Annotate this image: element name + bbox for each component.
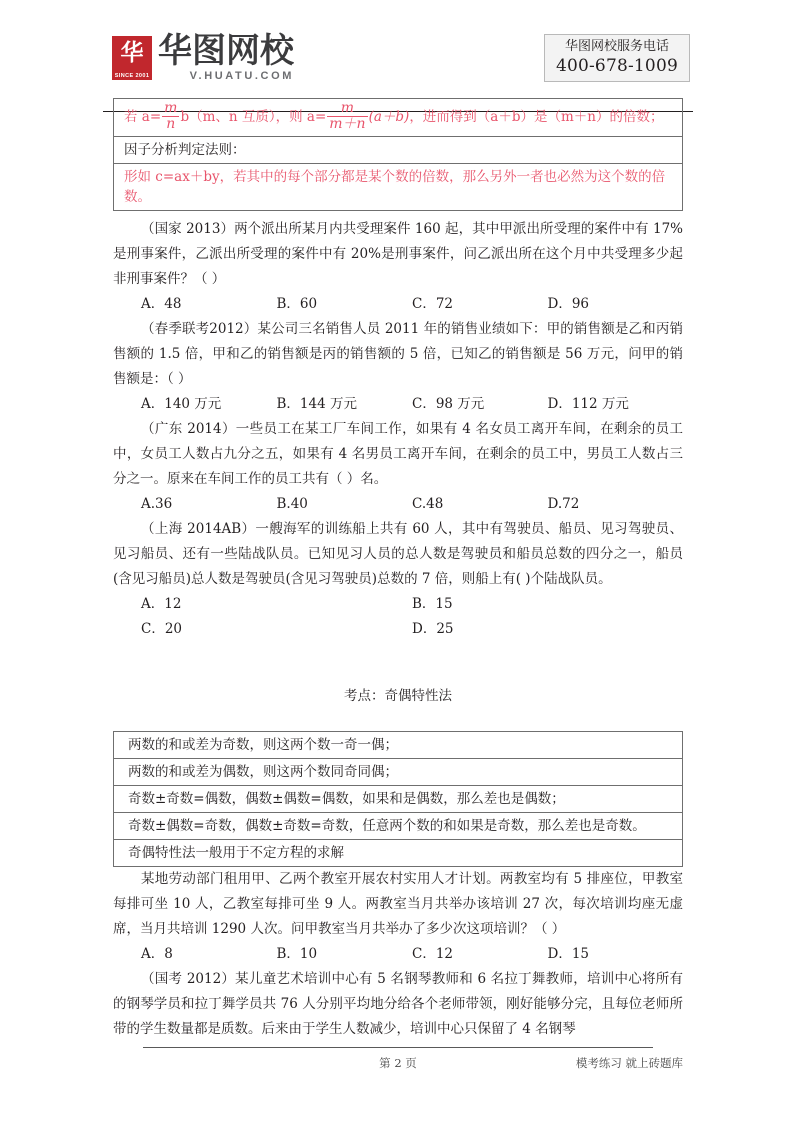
service-phone-number: 400-678-1009 <box>555 56 678 76</box>
question-text: （春季联考2012）某公司三名销售人员 2011 年的销售业绩如下：甲的销售额是乙和丙销售额的 1.5 倍，甲和乙的销售额是丙的销售额的 5 倍，已知乙的销售额是 56 万元，问甲的销售额是：（ ） <box>113 321 683 387</box>
spacer <box>113 642 683 684</box>
parity-rule-cell: 奇数±奇数=偶数，偶数±偶数=偶数，如果和是偶数，那么差也是偶数； <box>114 786 683 813</box>
question-options <box>113 942 683 967</box>
huatu-logo-mark-icon <box>112 36 152 80</box>
question-text: （上海 2014AB）一艘海军的训练船上共有 60 人，其中有驾驶员、船员、见习驾驶员、见习船员、还有一些陆战队员。已知见习人员的总人数是驾驶员和船员总数的四分之一，船员(含见习船员)总人数是驾驶员(含见习驾驶员)总数的 7 倍，则船上有( )个陆战队员。 <box>113 521 683 587</box>
question-text: （国家 2013）两个派出所某月内共受理案件 160 起，其中甲派出所受理的案件中有 17%是刑事案件，乙派出所受理的案件中有 20%是刑事案件，问乙派出所在这个月中共受理多少起非刑事案件？（ ） <box>113 221 683 287</box>
fraction-m-over-m-plus-n <box>327 101 367 132</box>
option-d[interactable]: D．96 <box>547 296 590 312</box>
logo-wordmark <box>158 33 294 82</box>
option-a[interactable]: A．48 <box>141 296 182 312</box>
question-options <box>113 292 683 317</box>
fraction-denominator: m＋n <box>329 116 366 132</box>
service-phone-box <box>544 34 690 82</box>
option-b[interactable]: B．144 万元 <box>276 396 357 412</box>
parity-rule-cell: 两数的和或差为奇数，则这两个数一奇一偶； <box>114 732 683 759</box>
spacer <box>113 709 683 731</box>
question-options-row-2 <box>113 617 683 642</box>
fraction-numerator: m <box>340 100 355 116</box>
table-row <box>114 759 683 786</box>
option-c[interactable]: C．12 <box>412 946 454 962</box>
factor-analysis-rule-cell: 形如 c=ax＋by，若其中的每个部分都是某个数的倍数，那么另外一者也必然为这个数的倍数。 <box>114 164 683 211</box>
multiple-rule-table <box>113 98 683 211</box>
option-a[interactable]: A.36 <box>141 496 173 512</box>
formula-lead: 若 a= <box>124 109 162 125</box>
table-row <box>114 99 683 137</box>
question-options <box>113 392 683 417</box>
table-row <box>114 732 683 759</box>
option-a[interactable]: A．12 <box>141 596 182 612</box>
parity-rules-table <box>113 731 683 867</box>
option-b[interactable]: B.40 <box>276 496 308 512</box>
logo-since-text: SINCE 2001 <box>114 73 150 79</box>
formula-mid2: (a＋b) <box>368 109 410 125</box>
question-options-row-1 <box>113 592 683 617</box>
fraction-m-over-n <box>162 101 179 132</box>
site-logo <box>112 31 294 85</box>
table-row <box>114 840 683 867</box>
option-d[interactable]: D．15 <box>547 946 590 962</box>
section-heading: 考点：奇偶特性法 <box>344 688 452 704</box>
fraction-numerator: m <box>164 100 178 116</box>
parity-rule-cell: 两数的和或差为偶数，则这两个数同奇同偶； <box>114 759 683 786</box>
table-row <box>114 786 683 813</box>
option-b[interactable]: B．60 <box>276 296 318 312</box>
option-a[interactable]: A．8 <box>141 946 173 962</box>
footer-divider <box>143 1047 653 1048</box>
option-b[interactable]: B．15 <box>412 596 453 612</box>
table-row <box>114 137 683 164</box>
rule-formula-cell <box>114 99 683 137</box>
question-options <box>113 492 683 517</box>
option-a[interactable]: A．140 万元 <box>141 396 222 412</box>
page-footer <box>113 1053 683 1075</box>
option-c[interactable]: C.48 <box>412 496 444 512</box>
document-content <box>113 98 683 1042</box>
parity-rule-cell: 奇偶特性法一般用于不定方程的求解 <box>114 840 683 867</box>
option-c[interactable]: C．72 <box>412 296 454 312</box>
question-text: （广东 2014）一些员工在某工厂车间工作，如果有 4 名女员工离开车间，在剩余的员工中，女员工人数占九分之五，如果有 4 名男员工离开车间，在剩余的员工中，男员工人数占三分之一。原来在车间工作的员工共有（ ）名。 <box>113 421 683 487</box>
table-row <box>114 164 683 211</box>
logo-website-url: V.HUATU.COM <box>189 70 294 82</box>
question-text: 某地劳动部门租用甲、乙两个教室开展农村实用人才计划。两教室均有 5 排座位，甲教室每排可坐 10 人，乙教室每排可坐 9 人。两教室当月共举办该培训 27 次，每次培训均座无虚席，当月共培训 1290 人次。问甲教室当月共举办了多少次这项培训？（ ） <box>113 871 683 937</box>
option-c[interactable]: C．98 万元 <box>412 396 485 412</box>
option-b[interactable]: B．10 <box>276 946 318 962</box>
page-number: 第 2 页 <box>379 1056 417 1070</box>
option-d[interactable]: D．25 <box>412 621 454 637</box>
table-row <box>114 813 683 840</box>
option-d[interactable]: D．112 万元 <box>547 396 629 412</box>
option-c[interactable]: C．20 <box>141 621 183 637</box>
question-text: （国考 2012）某儿童艺术培训中心有 5 名钢琴教师和 6 名拉丁舞教师，培训中心将所有的钢琴学员和拉丁舞学员共 76 人分别平均地分给各个老师带领，刚好能够分完，且每位老师所带的学生数量都是质数。后来由于学生人数减少，培训中心只保留了 4 名钢琴 <box>113 971 683 1037</box>
parity-rule-cell: 奇数±偶数=奇数，偶数±奇数=奇数，任意两个数的和如果是奇数，那么差也是奇数。 <box>114 813 683 840</box>
formula-tail: ，进而得到（a＋b）是（m＋n）的倍数； <box>409 109 664 125</box>
logo-chinese-name: 华图网校 <box>158 31 294 71</box>
option-d[interactable]: D.72 <box>547 496 580 512</box>
page-header <box>0 20 793 92</box>
logo-glyph: 华 <box>120 39 144 66</box>
factor-analysis-heading-cell: 因子分析判定法则： <box>114 137 683 164</box>
formula-mid1: b（m、n 互质），则 a= <box>180 109 327 125</box>
service-phone-label: 华图网校服务电话 <box>564 39 669 54</box>
footer-slogan: 模考练习 就上砖题库 <box>575 1056 683 1070</box>
fraction-denominator: n <box>162 116 179 132</box>
